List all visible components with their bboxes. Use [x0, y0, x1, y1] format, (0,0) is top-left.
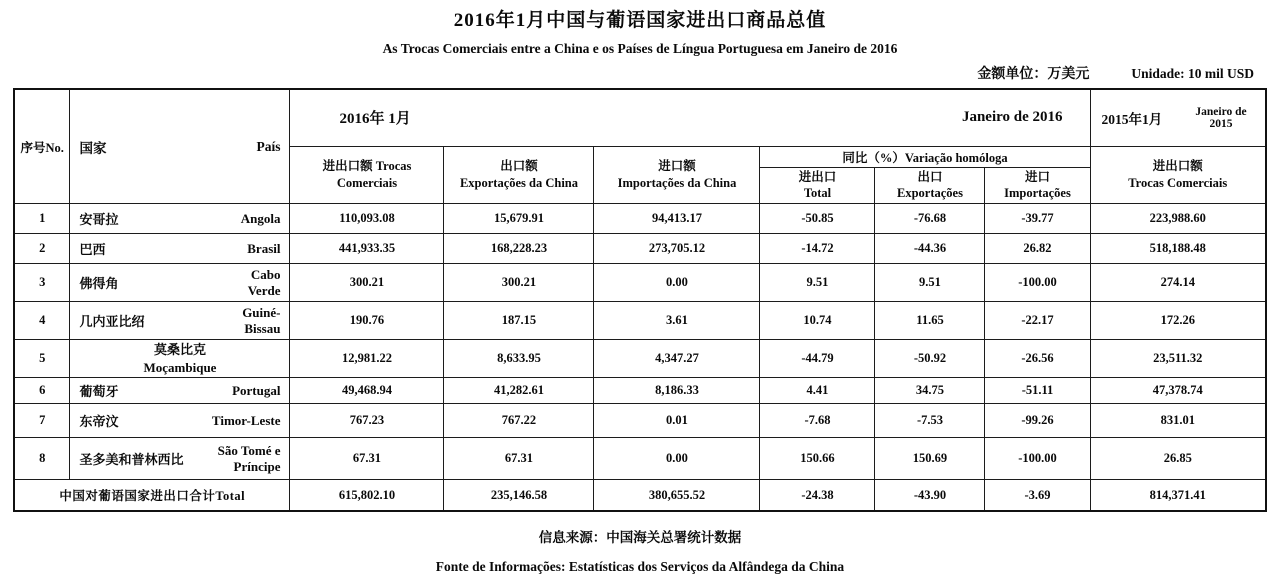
page-title: 2016年1月中国与葡语国家进出口商品总值 [453, 10, 827, 31]
trocas-2015-cell: 518,188.48 [1090, 234, 1266, 264]
yoy-total-header-pt: Total [803, 186, 832, 201]
trocas-2015-header-pt: Trocas Comerciais [1128, 175, 1228, 190]
trocas-cell: 441,933.35 [290, 234, 444, 264]
country-pt: Timor-Leste [211, 412, 281, 428]
col-yoy-total-header [760, 167, 875, 204]
yoy-import-header-pt: Importações [1004, 186, 1071, 201]
yoy-export-header-pt: Exportações [897, 186, 963, 201]
trocas-cell: 190.76 [290, 302, 444, 340]
trocas-cell: 300.21 [290, 264, 444, 302]
country-cell [70, 234, 290, 264]
export-cell: 168,228.23 [444, 234, 594, 264]
col-trocas-header [290, 146, 444, 204]
trocas-2015-cell: 831.01 [1090, 404, 1266, 438]
importacoes-header-zh: 进口额 [658, 159, 696, 173]
yoy-import-cell: -51.11 [985, 378, 1090, 404]
col-country-header [70, 89, 290, 204]
no-cell: 3 [14, 264, 70, 302]
unit-label-pt: Unidade: 10 mil USD [1131, 66, 1254, 81]
table-row [14, 234, 1266, 264]
country-zh: 佛得角 [79, 276, 119, 292]
export-cell: 767.22 [444, 404, 594, 438]
country-zh: 安哥拉 [79, 212, 119, 228]
period-2016-pt: Janeiro de 2016 [961, 109, 1063, 126]
yoy-import-cell: -100.00 [985, 264, 1090, 302]
country-zh: 圣多美和普林西比 [79, 452, 184, 468]
no-cell: 4 [14, 302, 70, 340]
import-cell: 3.61 [594, 302, 760, 340]
trocas-header-zh: 进出口额 [322, 159, 373, 173]
yoy-import-cell: -26.56 [985, 340, 1090, 378]
table-row [14, 340, 1266, 378]
yoy-total-cell: -44.79 [760, 340, 875, 378]
yoy-export-cell: -76.68 [875, 204, 985, 234]
import-cell: 0.00 [594, 438, 760, 480]
total-yoy-total-cell: -24.38 [760, 480, 875, 511]
source-line-zh: 信息来源：中国海关总署统计数据 [538, 529, 742, 545]
trocas-cell: 49,468.94 [290, 378, 444, 404]
no-cell: 2 [14, 234, 70, 264]
table-row [14, 264, 1266, 302]
yoy-total-cell: 9.51 [760, 264, 875, 302]
yoy-export-cell: 150.69 [875, 438, 985, 480]
yoy-export-cell: -44.36 [875, 234, 985, 264]
yoy-total-cell: -14.72 [760, 234, 875, 264]
country-cell [70, 404, 290, 438]
no-cell: 1 [14, 204, 70, 234]
trocas-2015-cell: 223,988.60 [1090, 204, 1266, 234]
country-zh: 东帝汶 [79, 414, 119, 430]
period-2016-header [290, 89, 1090, 146]
total-import-cell: 380,655.52 [594, 480, 760, 511]
trocas-2015-cell: 23,511.32 [1090, 340, 1266, 378]
total-yoy-import-cell: -3.69 [985, 480, 1090, 511]
yoy-import-cell: -39.77 [985, 204, 1090, 234]
export-cell: 41,282.61 [444, 378, 594, 404]
export-cell: 187.15 [444, 302, 594, 340]
table-row [14, 404, 1266, 438]
unit-line [0, 63, 1280, 83]
export-cell: 300.21 [444, 264, 594, 302]
country-pt: Portugal [232, 382, 281, 398]
yoy-import-cell: -100.00 [985, 438, 1090, 480]
total-trocas-2015-cell: 814,371.41 [1090, 480, 1266, 511]
yoy-export-cell: -50.92 [875, 340, 985, 378]
country-pt: Brasil [247, 240, 281, 256]
total-export-cell: 235,146.58 [444, 480, 594, 511]
no-cell: 8 [14, 438, 70, 480]
country-zh: 葡萄牙 [79, 384, 119, 400]
trocas-2015-cell: 274.14 [1090, 264, 1266, 302]
country-pt: São Tomé e Príncipe [217, 442, 281, 474]
trocas-header-pt: Trocas Comerciais [336, 159, 412, 190]
total-row [14, 480, 1266, 511]
period-2016-zh: 2016年 1月 [339, 111, 411, 128]
yoy-export-cell: 11.65 [875, 302, 985, 340]
table-row [14, 438, 1266, 480]
yoy-total-header-zh: 进出口 [798, 169, 837, 184]
trocas-2015-header-zh: 进出口额 [1152, 159, 1203, 173]
col-yoy-export-header [875, 167, 985, 204]
trade-table [13, 88, 1267, 512]
col-trocas-2015-header [1090, 146, 1266, 204]
yoy-import-cell: 26.82 [985, 234, 1090, 264]
col-yoy-import-header [985, 167, 1090, 204]
no-cell: 7 [14, 404, 70, 438]
period-2015-pt: Janeiro de 2015 [1195, 105, 1247, 130]
import-cell: 8,186.33 [594, 378, 760, 404]
trocas-cell: 110,093.08 [290, 204, 444, 234]
total-yoy-export-cell: -43.90 [875, 480, 985, 511]
yoy-export-header-zh: 出口 [917, 169, 943, 184]
import-cell: 273,705.12 [594, 234, 760, 264]
export-cell: 67.31 [444, 438, 594, 480]
yoy-total-cell: 150.66 [760, 438, 875, 480]
country-cell [70, 264, 290, 302]
period-2015-zh: 2015年1月 [1101, 111, 1163, 127]
country-zh: 几内亚比绍 [79, 314, 145, 330]
page-subtitle: As Trocas Comerciais entre a China e os Países de Língua Portuguesa em Janeiro de 2016 [382, 41, 898, 56]
export-cell: 8,633.95 [444, 340, 594, 378]
col-importacoes-header [594, 146, 760, 204]
yoy-import-cell: -99.26 [985, 404, 1090, 438]
trocas-2015-cell: 47,378.74 [1090, 378, 1266, 404]
yoy-export-cell: -7.53 [875, 404, 985, 438]
yoy-group-header: 同比（%）Variação homóloga [760, 146, 1090, 167]
total-label: 中国对葡语国家进出口合计Total [14, 480, 290, 511]
country-header-zh: 国家 [79, 140, 107, 156]
import-cell: 0.00 [594, 264, 760, 302]
exportacoes-header-zh: 出口额 [500, 159, 538, 173]
source-line-pt: Fonte de Informações: Estatísticas dos Serviços da Alfândega da China [435, 558, 845, 574]
unit-label-zh: 金额单位：万美元 [977, 67, 1090, 82]
no-cell: 6 [14, 378, 70, 404]
country-pt: Moçambique [143, 359, 217, 375]
header-row-1 [14, 89, 1266, 146]
country-zh: 莫桑比克 [153, 342, 206, 358]
yoy-import-header-zh: 进口 [1024, 169, 1050, 184]
country-cell [70, 378, 290, 404]
country-pt: Guiné-Bissau [242, 304, 281, 336]
period-2015-header [1090, 89, 1266, 146]
country-cell [70, 204, 290, 234]
yoy-total-cell: -50.85 [760, 204, 875, 234]
yoy-export-cell: 34.75 [875, 378, 985, 404]
import-cell: 94,413.17 [594, 204, 760, 234]
table-row [14, 302, 1266, 340]
country-header-pt: País [256, 138, 281, 154]
table-row [14, 378, 1266, 404]
export-cell: 15,679.91 [444, 204, 594, 234]
col-no-header: 序号No. [14, 89, 70, 204]
yoy-export-cell: 9.51 [875, 264, 985, 302]
country-pt: Cabo Verde [247, 266, 281, 298]
trocas-cell: 767.23 [290, 404, 444, 438]
yoy-total-cell: 10.74 [760, 302, 875, 340]
yoy-total-cell: 4.41 [760, 378, 875, 404]
country-cell [70, 302, 290, 340]
col-exportacoes-header [444, 146, 594, 204]
country-zh: 巴西 [79, 242, 106, 258]
country-cell [70, 340, 290, 378]
import-cell: 4,347.27 [594, 340, 760, 378]
total-trocas-cell: 615,802.10 [290, 480, 444, 511]
country-cell [70, 438, 290, 480]
trocas-cell: 12,981.22 [290, 340, 444, 378]
yoy-import-cell: -22.17 [985, 302, 1090, 340]
import-cell: 0.01 [594, 404, 760, 438]
table-row [14, 204, 1266, 234]
country-pt: Angola [240, 210, 281, 226]
trocas-2015-cell: 26.85 [1090, 438, 1266, 480]
yoy-total-cell: -7.68 [760, 404, 875, 438]
no-cell: 5 [14, 340, 70, 378]
importacoes-header-pt: Importações da China [617, 175, 737, 190]
trocas-cell: 67.31 [290, 438, 444, 480]
trocas-2015-cell: 172.26 [1090, 302, 1266, 340]
exportacoes-header-pt: Exportações da China [459, 175, 579, 190]
